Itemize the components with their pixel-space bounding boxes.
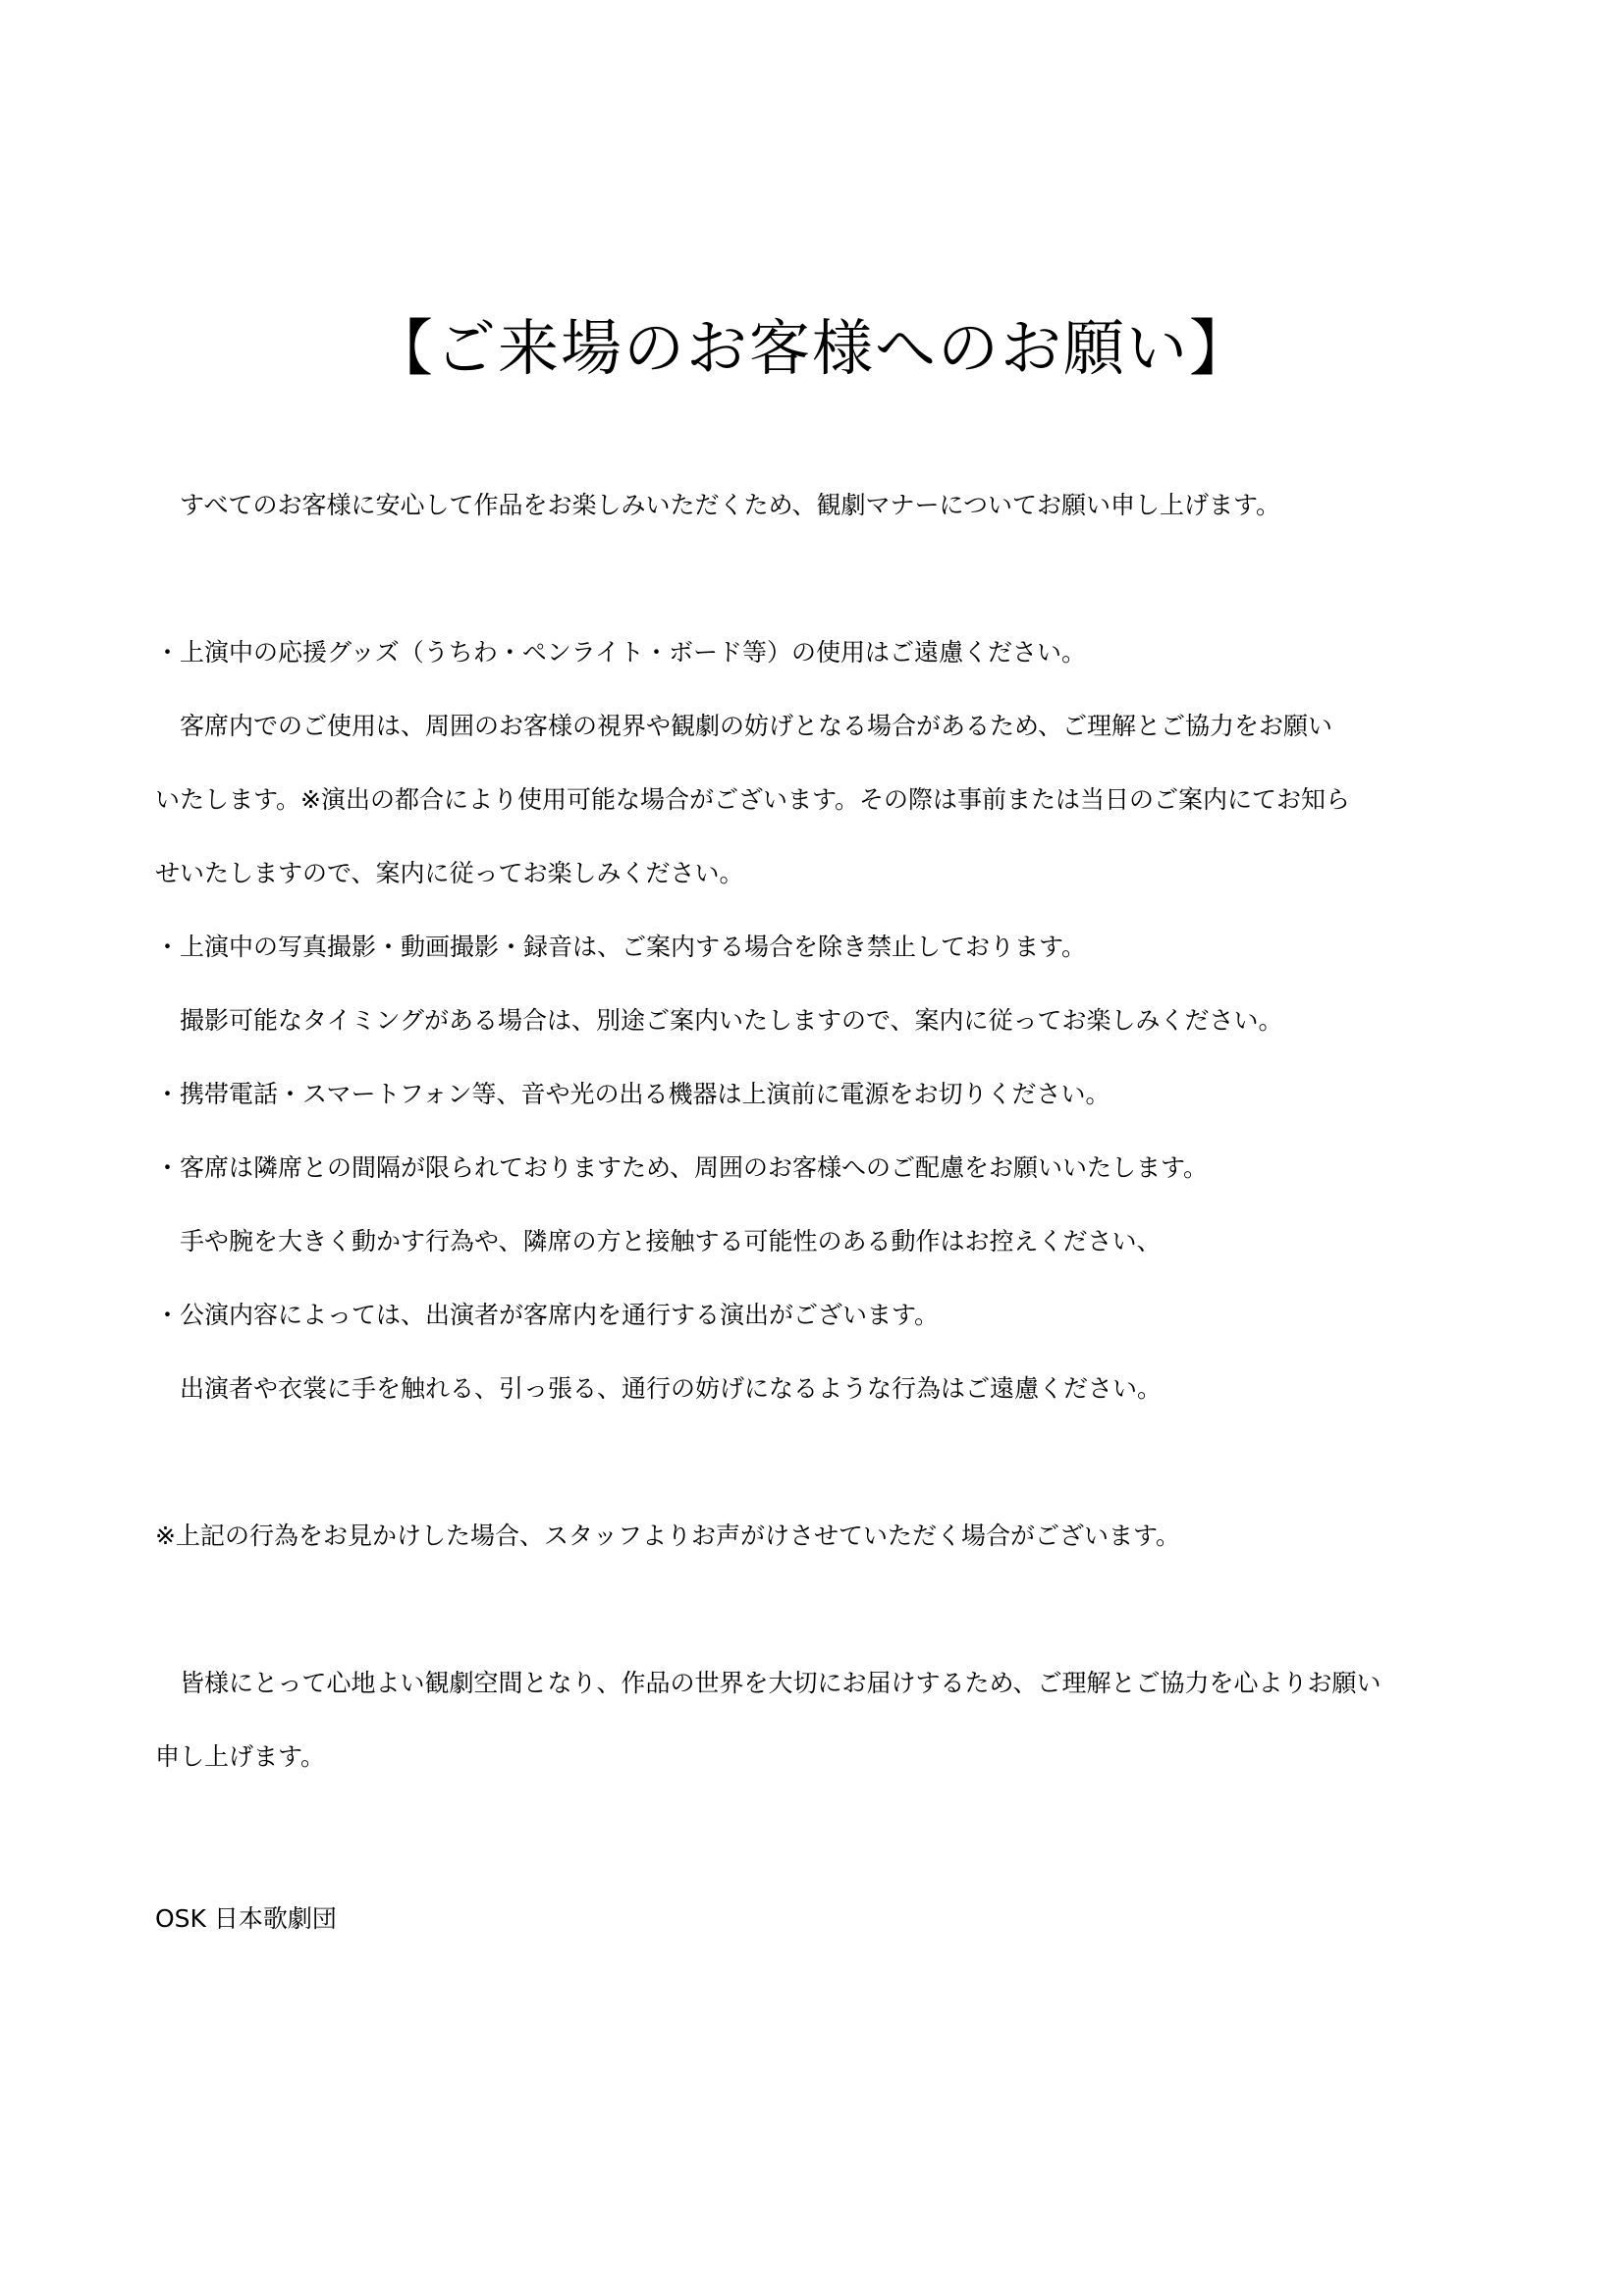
notice-line: いたします。※演出の都合により使用可能な場合がございます。その際は事前または当日のご案内にてお知ら: [155, 785, 1350, 814]
notice-line: 手や腕を大きく動かす行為や、隣席の方と接触する可能性のある動作はお控えください、: [155, 1227, 1162, 1255]
closing-text: 申し上げます。: [155, 1742, 326, 1771]
notice-line: 出演者や衣裳に手を触れる、引っ張る、通行の妨げになるような行為はご遠慮ください。: [155, 1374, 1163, 1403]
notice-line: 撮影可能なタイミングがある場合は、別途ご案内いたしますので、案内に従ってお楽しみください。: [155, 1006, 1283, 1035]
closing-text: 皆様にとって心地よい観劇空間となり、作品の世界を大切にお届けするため、ご理解とご協力を心よりお願い: [155, 1669, 1381, 1697]
intro-text: すべてのお客様に安心して作品をお楽しみいただくため、観劇マナーについてお願い申し上げます。: [155, 491, 1281, 519]
notice-line: ・携帯電話・スマートフォン等、音や光の出る機器は上演前に電源をお切りください。: [155, 1080, 1110, 1108]
notice-line: せいたしますので、案内に従ってお楽しみください。: [155, 859, 744, 887]
notice-line: ・上演中の応援グッズ（うちわ・ペンライト・ボード等）の使用はご遠慮ください。: [155, 638, 1087, 667]
notice-line: ・客席は隣席との間隔が限られておりますため、周囲のお客様へのご配慮をお願いいたします。: [155, 1153, 1209, 1182]
notice-line: ・公演内容によっては、出演者が客席内を通行する演出がございます。: [155, 1301, 940, 1329]
page-title: 【ご来場のお客様へのお願い】: [371, 312, 1252, 384]
notice-line: 客席内でのご使用は、周囲のお客様の視界や観劇の妨げとなる場合があるため、ご理解とご協力をお願い: [155, 712, 1333, 740]
notice-line: ・上演中の写真撮影・動画撮影・録音は、ご案内する場合を除き禁止しております。: [155, 933, 1087, 961]
organization-name: OSK 日本歌劇団: [155, 1904, 337, 1933]
note-text: ※上記の行為をお見かけした場合、スタッフよりお声がけさせていただく場合がございます。: [155, 1522, 1180, 1550]
